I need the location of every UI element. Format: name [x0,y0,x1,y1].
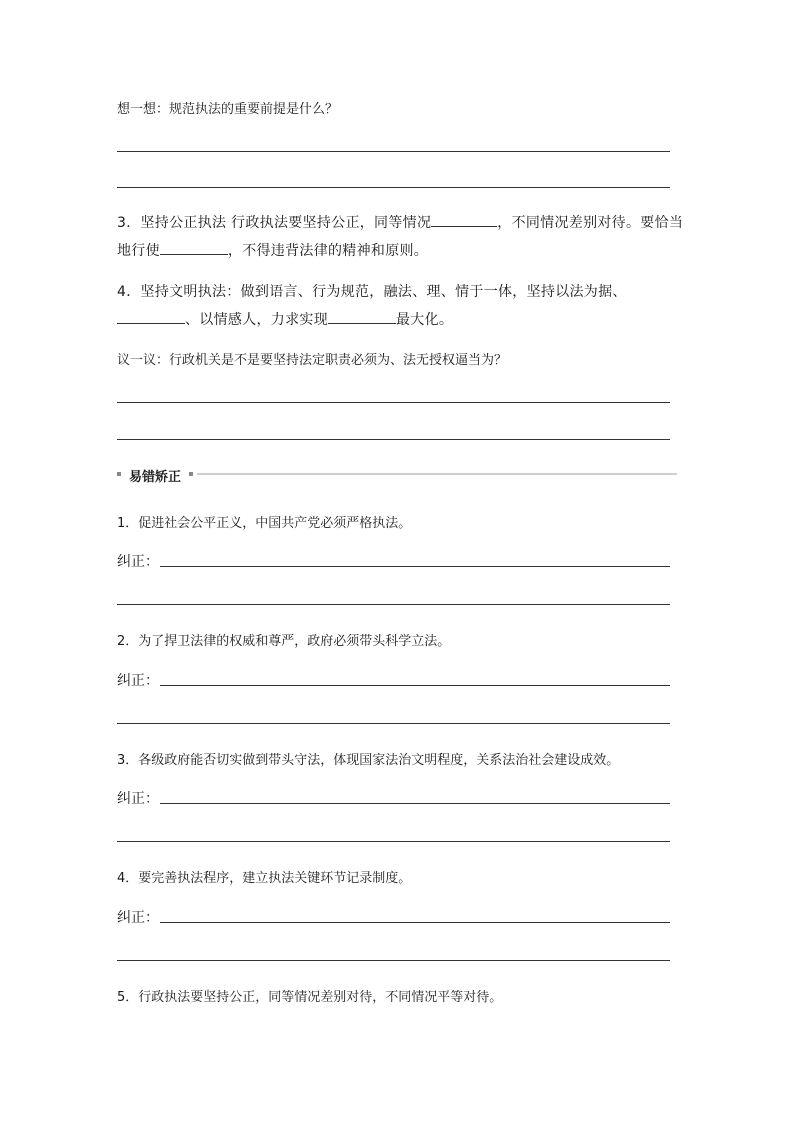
fill-blank[interactable] [431,214,497,227]
answer-line[interactable] [117,402,670,403]
answer-line[interactable] [117,439,670,440]
item-3: 3．各级政府能否切实做到带头守法，体现国家法治文明程度，关系法治社会建设成效。 [117,753,620,768]
discuss-prompt: 议一议：行政机关是不是要坚持法定职责必须为、法无授权逼当为？ [117,353,508,368]
think-prompt: 想一想：规范执法的重要前提是什么？ [117,102,339,117]
answer-line[interactable] [117,604,670,605]
fill-blank[interactable] [328,311,396,324]
item-5: 5．行政执法要坚持公正，同等情况差别对待，不同情况平等对待。 [117,990,503,1005]
item-2: 2．为了捍卫法律的权威和尊严，政府必须带头科学立法。 [117,634,451,649]
answer-line[interactable] [160,922,670,923]
paragraph-4-line-2 [117,309,453,329]
text: 、以情感人，力求实现 [185,312,328,328]
text: 地行使 [117,243,160,259]
text: 最大化。 [396,312,454,328]
answer-line[interactable] [160,566,670,567]
text: ，不得违背法律的精神和原则。 [227,243,429,259]
answer-line[interactable] [160,803,670,804]
correction-label: 纠正： [117,910,159,926]
item-1: 1．促进社会公平正义，中国共产党必须严格执法。 [117,516,412,531]
paragraph-3-line-1 [117,212,683,232]
section-header [117,466,677,485]
answer-line[interactable] [160,685,670,686]
section-title: 易错矫正 [129,470,182,485]
answer-line[interactable] [117,187,670,188]
answer-line[interactable] [117,960,670,961]
answer-line[interactable] [117,151,670,152]
item-4: 4．要完善执法程序，建立执法关键环节记录制度。 [117,871,412,886]
answer-line[interactable] [117,841,670,842]
correction-label: 纠正： [117,791,159,807]
fill-blank[interactable] [160,242,228,255]
paragraph-3-line-2 [117,240,428,260]
text: 3．坚持公正执法 行政执法要坚持公正，同等情况 [117,215,432,231]
fill-blank[interactable] [117,311,185,324]
square-bullet-icon [117,472,121,476]
paragraph-4-line-1: 4．坚持文明执法：做到语言、行为规范，融法、理、情于一体，坚持以法为据、 [117,284,627,300]
square-bullet-icon [189,472,193,476]
correction-label: 纠正： [117,554,159,570]
correction-label: 纠正： [117,673,159,689]
answer-line[interactable] [117,723,670,724]
section-divider [197,473,677,475]
text: ，不同情况差别对待。要恰当 [497,215,684,231]
